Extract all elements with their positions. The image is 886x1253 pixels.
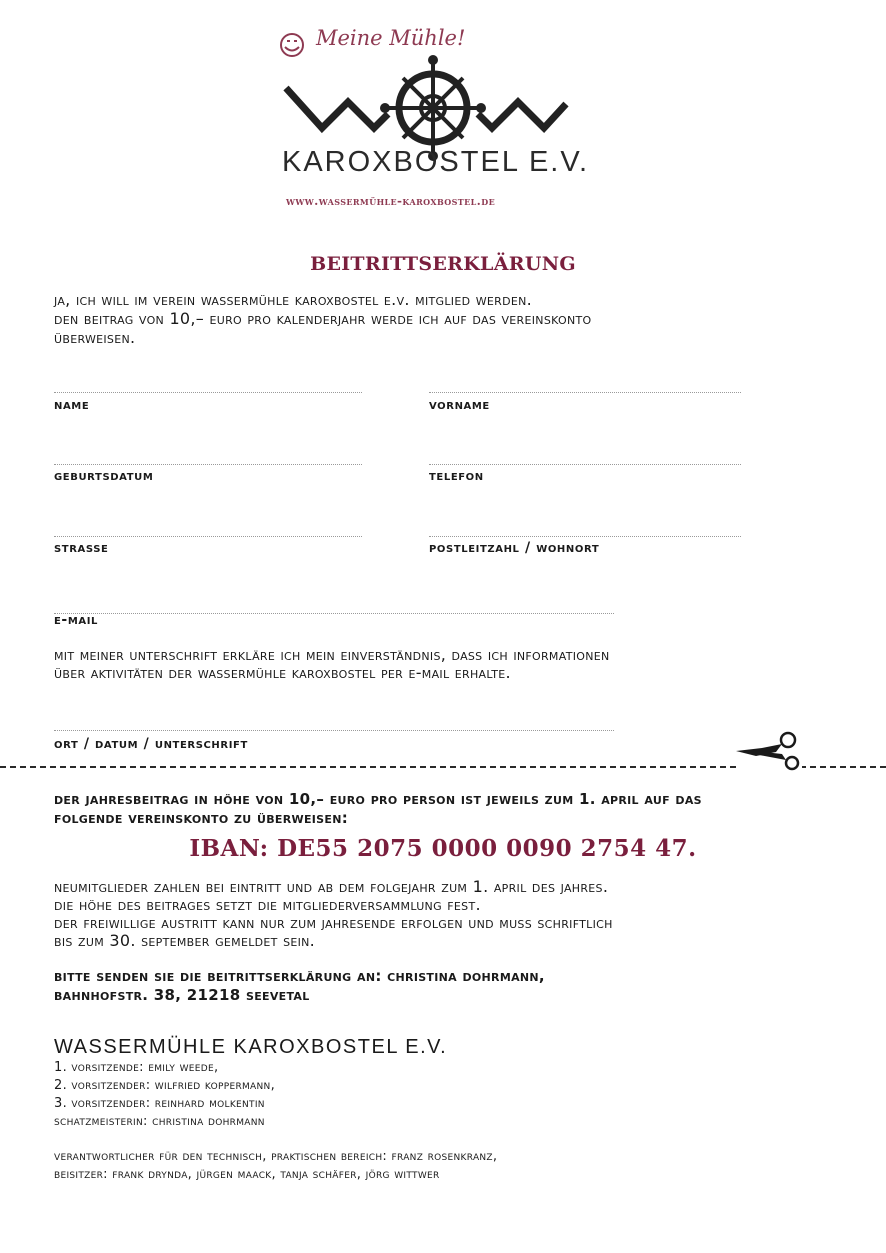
smiley-icon: [281, 34, 303, 56]
board-member: 3. vorsitzender: reinhard molkentin: [54, 1096, 265, 1111]
rules-line: die höhe des beitrages setzt die mitgliederversammlung fest.: [54, 895, 481, 914]
send-line: bahnhofstr. 38, 21218 seevetal: [54, 986, 310, 1004]
extra-line: verantwortlicher für den technisch, praktischen bereich: franz rosenkranz,: [54, 1149, 498, 1164]
plz-ort-label: postleitzahl / wohnort: [429, 540, 600, 556]
extra-line: beisitzer: frank drynda, jürgen maack, tanja schäfer, jörg wittwer: [54, 1167, 440, 1182]
intro-text: [54, 290, 834, 347]
send-line: bitte senden sie die beitrittserklärung an: christina dohrmann,: [54, 967, 545, 985]
consent-text: [54, 646, 854, 682]
email-label: e-mail: [54, 612, 99, 628]
additional-members: [54, 1148, 497, 1184]
vorname-field[interactable]: [429, 392, 741, 393]
strasse-field[interactable]: [54, 536, 362, 537]
plz-ort-field[interactable]: [429, 536, 741, 537]
intro-line: überweisen.: [54, 328, 136, 347]
rules-line: der freiwillige austritt kann nur zum jahresende erfolgen und muss schriftlich: [54, 913, 613, 932]
name-field[interactable]: [54, 392, 362, 393]
fee-text: [54, 790, 844, 828]
logo-slogan: Meine Mühle!: [316, 26, 466, 50]
geburtsdatum-field[interactable]: [54, 464, 362, 465]
scissors-icon: [736, 730, 802, 774]
rules-line: neumitglieder zahlen bei eintritt und ab dem folgejahr zum 1. april des jahres.: [54, 877, 609, 896]
board-member: 1. vorsitzende: emily weede,: [54, 1060, 219, 1075]
telefon-field[interactable]: [429, 464, 741, 465]
send-to-address: [54, 967, 844, 1005]
strasse-label: strasse: [54, 540, 109, 556]
iban: IBAN: DE55 2075 0000 0090 2754 47.: [189, 835, 697, 862]
logo-name: KAROXBOSTEL E.V.: [282, 146, 590, 178]
board-member: 2. vorsitzender: wilfried koppermann,: [54, 1078, 276, 1093]
rules-line: bis zum 30. september gemeldet sein.: [54, 931, 316, 950]
logo-url: www.wassermühle-karoxbostel.de: [286, 194, 496, 208]
membership-rules: [54, 878, 844, 950]
signature-field[interactable]: [54, 730, 614, 731]
board-list: [54, 1059, 275, 1131]
signature-label: ort / datum / unterschrift: [54, 736, 248, 752]
name-label: name: [54, 397, 90, 413]
page-title: beitrittserklärung: [310, 246, 576, 277]
email-field[interactable]: [54, 613, 614, 614]
consent-line: über aktivitäten der wassermühle karoxbostel per e-mail erhalte.: [54, 663, 511, 682]
geburtsdatum-label: geburtsdatum: [54, 468, 154, 484]
club-name: WASSERMÜHLE KAROXBOSTEL E.V.: [54, 1036, 448, 1058]
intro-line: ja, ich will im verein wassermühle karoxbostel e.v. mitglied werden.: [54, 290, 533, 309]
telefon-label: telefon: [429, 468, 484, 484]
intro-line: den beitrag von 10,– euro pro kalenderjahr werde ich auf das vereinskonto: [54, 309, 592, 328]
consent-line: mit meiner unterschrift erkläre ich mein einverständnis, dass ich informationen: [54, 645, 610, 664]
board-member: schatzmeisterin: christina dohrmann: [54, 1114, 265, 1129]
fee-line: der jahresbeitrag in höhe von 10,– euro pro person ist jeweils zum 1. april auf das: [54, 790, 702, 808]
vorname-label: vorname: [429, 397, 490, 413]
fee-line: folgende vereinskonto zu überweisen:: [54, 809, 348, 827]
